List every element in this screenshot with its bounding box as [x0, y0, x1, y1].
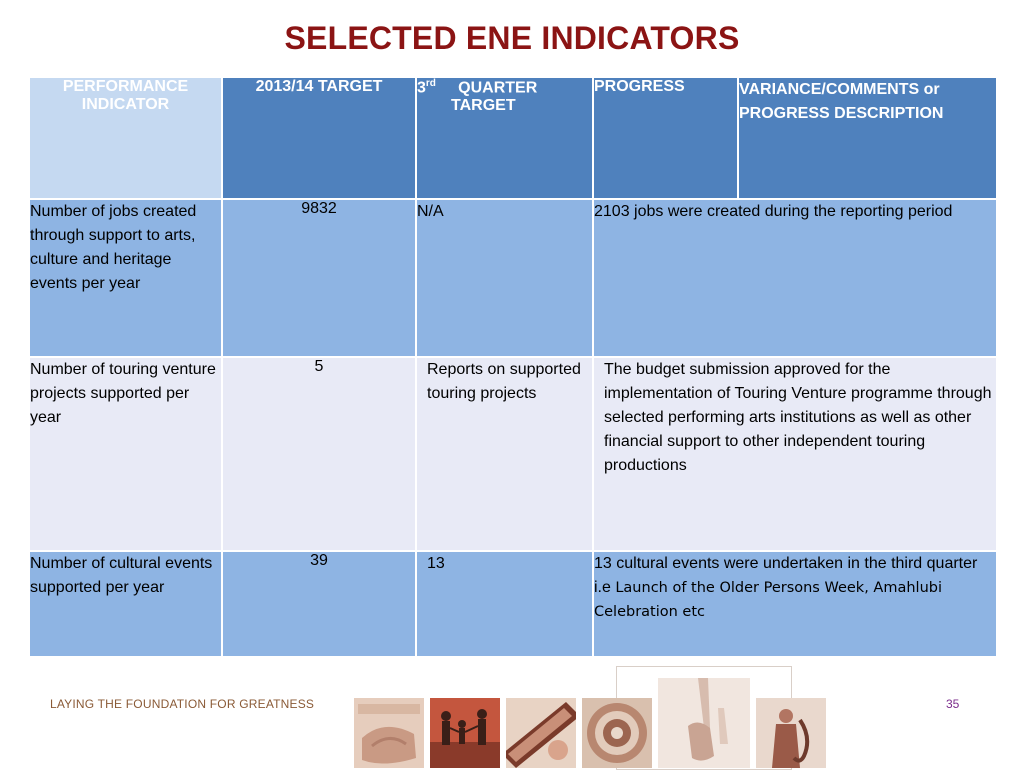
- footer-tagline: LAYING THE FOUNDATION FOR GREATNESS: [50, 697, 315, 711]
- indicator-cell: Number of jobs created through support to arts, culture and heritage events per year: [29, 199, 222, 357]
- header-quarter-word: QUARTER: [458, 79, 538, 97]
- progress-text-main: 13 cultural events were undertaken in the third quarter i.e: [594, 555, 978, 596]
- saxophone-player-photo-icon: [756, 698, 826, 768]
- target-cell: 9832: [222, 199, 416, 357]
- indicator-cell: Number of cultural events supported per year: [29, 551, 222, 657]
- header-performance-indicator: PERFORMANCE INDICATOR: [29, 77, 222, 199]
- beadwork-photo-icon: [582, 698, 652, 768]
- quarter-target-cell: [416, 357, 593, 551]
- header-progress: PROGRESS: [593, 77, 738, 199]
- header-quarter-number: 3: [417, 79, 426, 97]
- ene-indicators-table: [28, 76, 998, 658]
- family-silhouette-photo-icon: [430, 698, 500, 768]
- quarter-target-text: Reports on supported touring projects: [427, 361, 581, 402]
- progress-text: The budget submission approved for the implementation of Touring Venture programme through selected performing arts institutions as well as other financial support to other independent touring productions: [604, 361, 992, 474]
- quarter-target-cell: N/A: [416, 199, 593, 357]
- progress-cell: [593, 357, 997, 551]
- indicator-cell: Number of touring venture projects supported per year: [29, 357, 222, 551]
- header-quarter-target-word: TARGET: [451, 97, 516, 115]
- table-row: [29, 357, 997, 551]
- target-cell: 39: [222, 551, 416, 657]
- progress-cell: 2103 jobs were created during the reporting period: [593, 199, 997, 357]
- ballet-shoes-photo-icon: [658, 678, 750, 768]
- table-header-row: [29, 77, 997, 199]
- header-variance: VARIANCE/COMMENTS or PROGRESS DESCRIPTION: [738, 77, 997, 199]
- table-row: [29, 199, 997, 357]
- film-strip-photo-icon: [506, 698, 576, 768]
- header-target: 2013/14 TARGET: [222, 77, 416, 199]
- table-row: [29, 551, 997, 657]
- progress-text-details: Launch of the Older Persons Week, Amahlubi Celebration etc: [594, 580, 942, 620]
- quarter-target-text: 13: [427, 555, 445, 572]
- footer-photo-strip: [354, 664, 834, 768]
- quarter-target-cell: [416, 551, 593, 657]
- header-quarter-target: [416, 77, 593, 199]
- target-cell: 5: [222, 357, 416, 551]
- slide-title: SELECTED ENE INDICATORS: [284, 20, 740, 56]
- header-quarter-suffix: rd: [425, 78, 436, 89]
- progress-cell: [593, 551, 997, 657]
- page-number: 35: [946, 697, 960, 711]
- hands-photo-icon: [354, 698, 424, 768]
